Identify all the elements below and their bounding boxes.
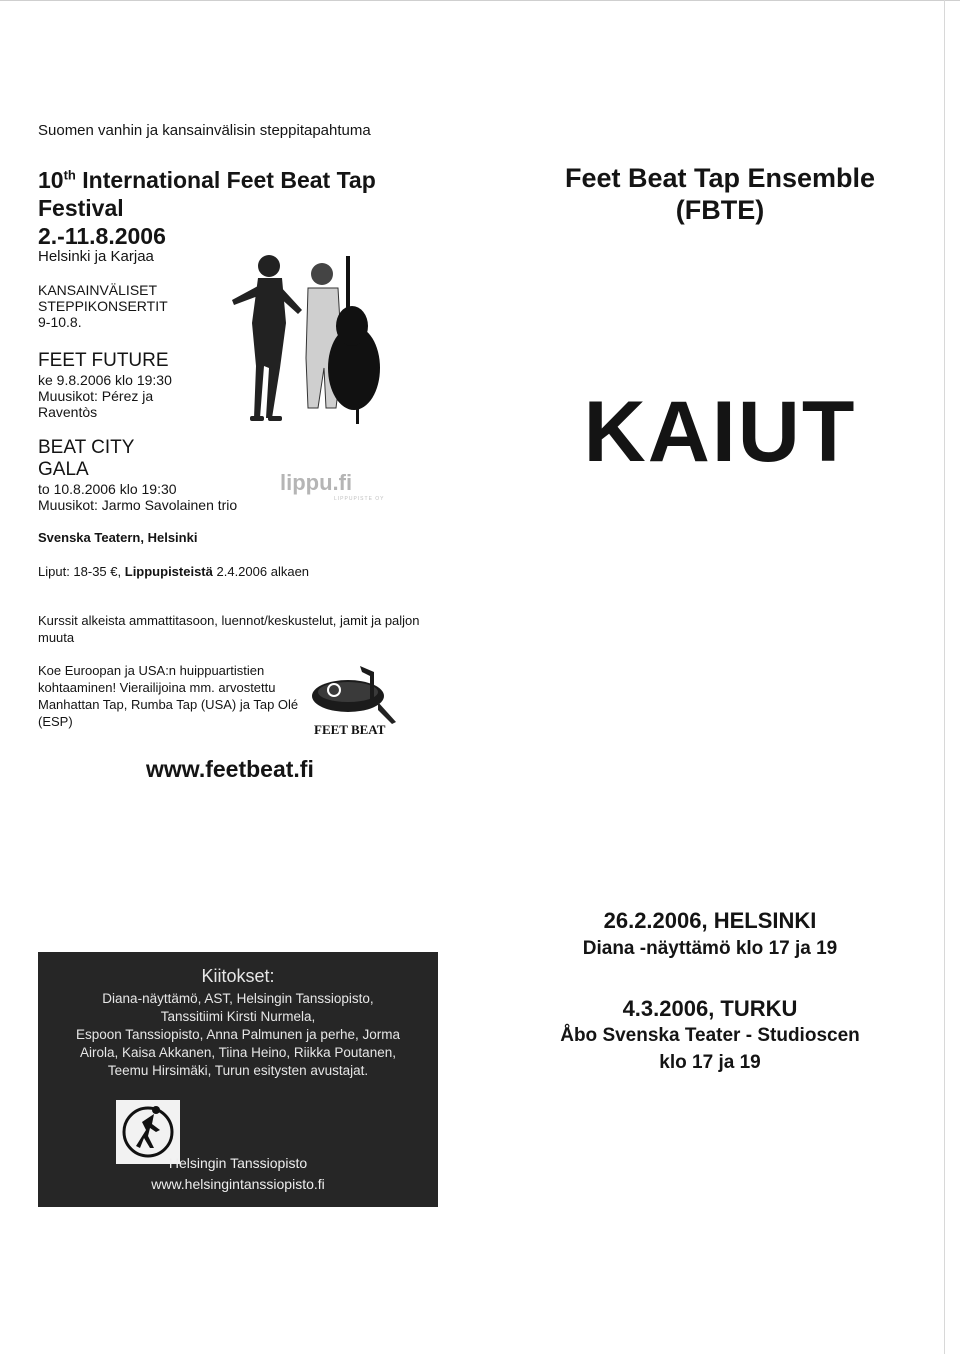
- turku-venue: Åbo Svenska Teater - Studioscen: [560, 1025, 860, 1046]
- thanks-lines: [38, 990, 438, 1080]
- title-ordinal-suffix: th: [63, 167, 76, 183]
- turku-time: klo 17 ja 19: [659, 1052, 761, 1073]
- concerts-heading-line2: STEPPIKONSERTIT: [38, 298, 168, 314]
- lippu-logo: lippu.fi: [280, 470, 353, 495]
- top-border: [0, 0, 960, 1]
- ticket-date: 2.4.2006 alkaen: [216, 564, 310, 579]
- thanks-line: Diana-näyttämö, AST, Helsingin Tanssiopisto,: [102, 991, 374, 1006]
- feet-beat-logo: [308, 662, 398, 740]
- helsinki-venue: Diana -näyttämö klo 17 ja 19: [582, 938, 838, 959]
- thanks-line: Espoon Tanssiopisto, Anna Palmunen ja perhe, Jorma: [76, 1027, 400, 1042]
- ensemble-line1: Feet Beat Tap Ensemble: [564, 163, 876, 193]
- thanks-line: Tanssitiimi Kirsti Nurmela,: [160, 1009, 316, 1024]
- dancer-figure: [232, 255, 302, 421]
- concerts-heading-line1: KANSAINVÄLISET: [38, 282, 158, 298]
- bassist-figure: [306, 256, 380, 424]
- beat-city-time: to 10.8.2006 klo 19:30: [38, 481, 177, 497]
- dance-school-website[interactable]: www.helsingintanssiopisto.fi: [151, 1176, 325, 1192]
- page-edge: [944, 0, 945, 1354]
- feet-future-musicians-1: Muusikot: Pérez ja: [38, 388, 154, 404]
- feet-future-musicians-2: Raventòs: [38, 404, 98, 420]
- beat-city-title-2: GALA: [38, 459, 89, 480]
- helsinki-date: 26.2.2006, HELSINKI: [603, 908, 817, 933]
- feet-beat-logo-text: FEET BEAT: [314, 722, 386, 737]
- festival-places: Helsinki ja Karjaa: [38, 248, 154, 265]
- show-title: KAIUT: [583, 384, 857, 480]
- dance-school-name: Helsingin Tanssiopisto: [168, 1155, 308, 1171]
- feet-future-time: ke 9.8.2006 klo 19:30: [38, 372, 172, 388]
- performers-photo: [214, 248, 394, 438]
- thanks-line: Teemu Hirsimäki, Turun esitysten avustajat.: [107, 1063, 369, 1078]
- courses-text: Kurssit alkeista ammattitasoon, luennot/keskustelut, jamit ja paljon muuta: [38, 613, 420, 645]
- ensemble-name: [520, 162, 920, 226]
- concerts-dates: 9-10.8.: [38, 314, 82, 330]
- ticket-price: Liput: 18-35 €,: [38, 564, 122, 579]
- beat-city-block: [38, 437, 278, 513]
- festival-tagline: Suomen vanhin ja kansainvälisin steppitapahtuma: [38, 122, 371, 139]
- guests-text: Koe Euroopan ja USA:n huippuartistien kohtaaminen! Vierailijoina mm. arvostettu Manhattan Tap, Rumba Tap (USA) ja Tap Olé (ESP): [38, 663, 299, 729]
- beat-city-musicians: Muusikot: Jarmo Savolainen trio: [38, 497, 238, 513]
- turku-date: 4.3.2006, TURKU: [622, 996, 798, 1021]
- ensemble-line2: (FBTE): [675, 195, 765, 225]
- thanks-line: Airola, Kaisa Akkanen, Tiina Heino, Riikka Poutanen,: [80, 1045, 396, 1060]
- title-text: International Feet Beat Tap Festival: [38, 167, 376, 221]
- ticket-outlet: Lippupisteistä: [124, 564, 213, 579]
- feet-future-block: [38, 350, 238, 420]
- festival-title: [38, 166, 418, 250]
- ticket-info: [38, 564, 309, 579]
- venue: Svenska Teatern, Helsinki: [38, 530, 198, 545]
- concerts-heading: [38, 282, 238, 330]
- thanks-panel: [38, 952, 438, 1207]
- website-link[interactable]: www.feetbeat.fi: [146, 756, 314, 782]
- title-ordinal: 10: [38, 167, 64, 193]
- beat-city-title-1: BEAT CITY: [38, 437, 135, 458]
- festival-dates: 2.-11.8.2006: [38, 223, 166, 249]
- lippu-logo-subtitle: LIPPUPISTE OY: [334, 496, 385, 502]
- thanks-title: Kiitokset:: [201, 966, 275, 986]
- feet-future-title: FEET FUTURE: [38, 350, 169, 371]
